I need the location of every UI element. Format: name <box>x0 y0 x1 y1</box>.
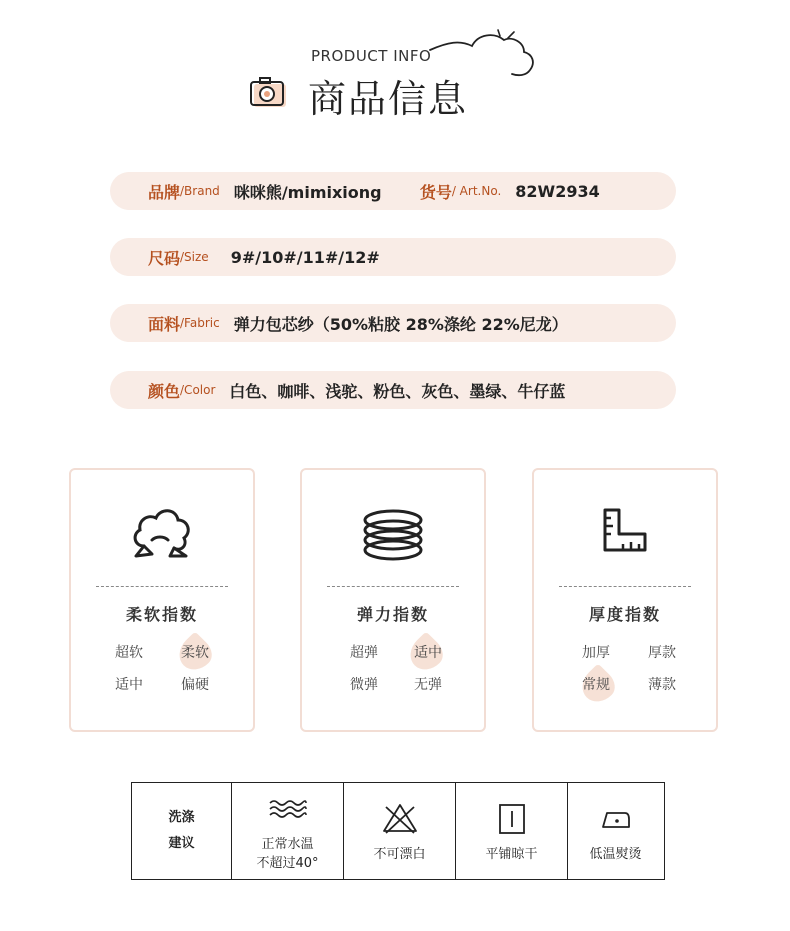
brand-row <box>110 172 676 210</box>
elasticity-option: 微弹 <box>350 677 378 693</box>
flat-dry-icon <box>498 801 526 837</box>
camera-icon <box>250 76 288 110</box>
thickness-option: 加厚 <box>582 645 610 661</box>
elasticity-option-selected: 适中 <box>414 645 442 661</box>
care-heading-line1: 洗涤 <box>168 810 195 825</box>
artno-value: 82W2934 <box>515 181 600 201</box>
card-divider <box>96 586 228 587</box>
care-item-iron <box>568 783 663 879</box>
ruler-icon <box>534 506 716 564</box>
card-divider <box>559 586 691 587</box>
brand-label-en: /Brand <box>180 184 220 198</box>
softness-option: 偏硬 <box>181 677 209 693</box>
care-dry-label: 平铺晾干 <box>485 846 538 862</box>
color-label: 颜色 <box>148 381 181 401</box>
care-heading <box>132 783 232 879</box>
card-divider <box>327 586 459 587</box>
brand-value: 咪咪熊/mimixiong <box>233 182 382 202</box>
elasticity-card <box>300 468 486 732</box>
size-value: 9#/10#/11#/12# <box>230 247 380 267</box>
thickness-option: 厚款 <box>648 645 676 661</box>
artno-label-en: / Art.No. <box>451 184 502 198</box>
softness-option: 超软 <box>115 645 143 661</box>
thickness-option-selected: 常规 <box>582 677 610 693</box>
fabric-row <box>110 304 676 342</box>
thickness-option: 薄款 <box>648 677 676 693</box>
softness-option: 适中 <box>115 677 143 693</box>
color-label-en: /Color <box>180 383 216 397</box>
softness-option-selected: 柔软 <box>181 645 209 661</box>
fabric-value: 弹力包芯纱（50%粘胶 28%涤纶 22%尼龙） <box>233 314 568 334</box>
size-row <box>110 238 676 276</box>
cotton-icon <box>71 506 253 564</box>
softness-title: 柔软指数 <box>125 605 198 624</box>
fabric-label: 面料 <box>148 314 181 334</box>
thickness-title: 厚度指数 <box>588 605 661 624</box>
thickness-card <box>532 468 718 732</box>
care-item-dry <box>456 783 568 879</box>
care-water-line2: 不超过40° <box>256 856 319 871</box>
elasticity-title: 弹力指数 <box>356 605 429 624</box>
care-heading-line2: 建议 <box>168 836 195 851</box>
elasticity-option: 超弹 <box>350 645 378 661</box>
care-water-line1: 正常水温 <box>261 837 314 852</box>
low-iron-icon <box>599 801 633 837</box>
elasticity-option: 无弹 <box>414 677 442 693</box>
care-table <box>131 782 665 880</box>
header-title-en: PRODUCT INFO <box>311 47 432 65</box>
color-value: 白色、咖啡、浅驼、粉色、灰色、墨绿、牛仔蓝 <box>229 381 566 401</box>
brand-label: 品牌 <box>148 182 181 202</box>
color-row <box>110 371 676 409</box>
artno-label: 货号 <box>419 182 452 202</box>
softness-card <box>69 468 255 732</box>
care-bleach-label: 不可漂白 <box>373 846 426 862</box>
care-item-water <box>232 783 344 879</box>
fabric-label-en: /Fabric <box>180 316 220 330</box>
water-wash-icon <box>268 791 308 827</box>
size-label: 尺码 <box>148 248 181 268</box>
size-label-en: /Size <box>180 250 209 264</box>
care-iron-label: 低温熨烫 <box>589 846 642 862</box>
header-title-cn: 商品信息 <box>308 77 469 121</box>
care-item-bleach <box>344 783 456 879</box>
spring-icon <box>302 506 484 564</box>
no-bleach-icon <box>382 801 418 837</box>
